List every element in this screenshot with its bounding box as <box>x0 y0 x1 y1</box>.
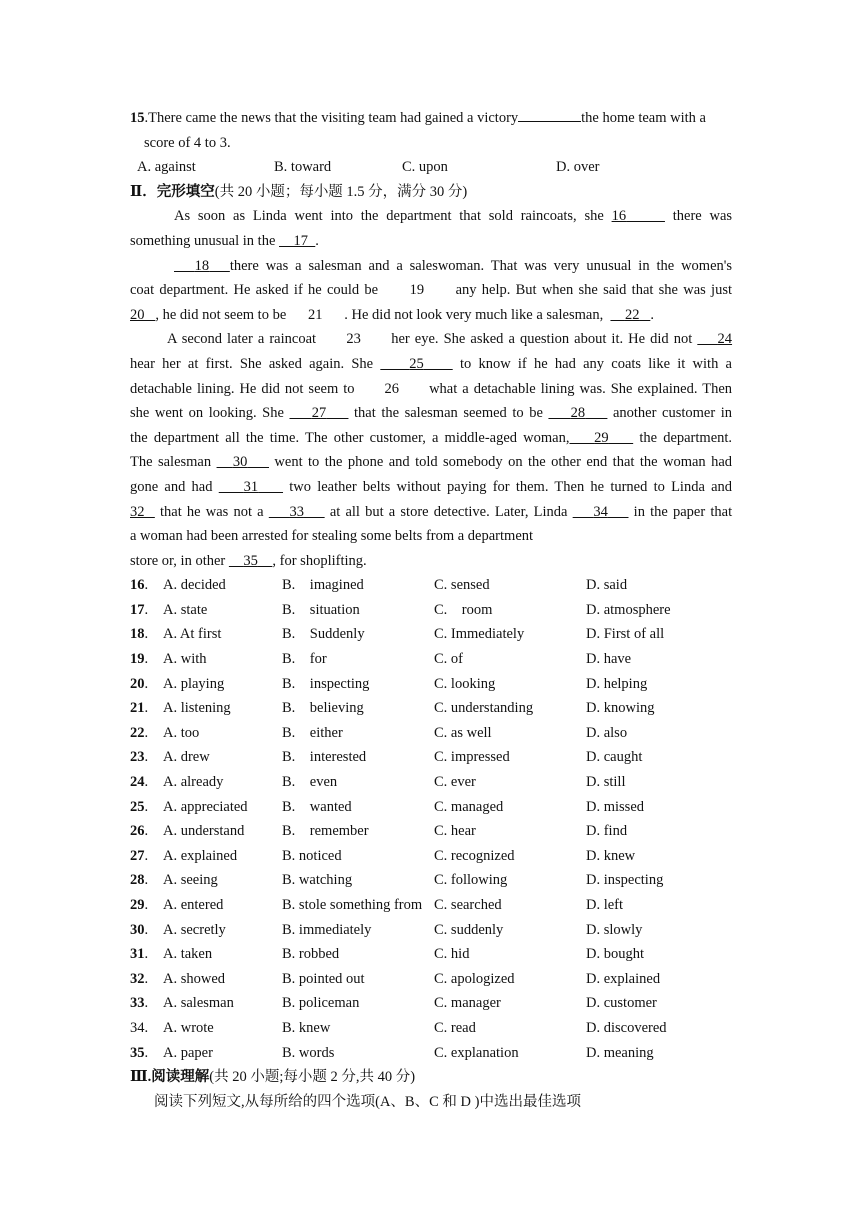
option-d: D. have <box>586 651 632 668</box>
choice-number: 31. <box>130 946 149 963</box>
choice-number: 27. <box>130 847 149 864</box>
choice-row <box>130 1016 732 1041</box>
choice-number: 34. <box>130 1019 149 1036</box>
option-a: A. paper <box>163 1044 213 1061</box>
option-b: B. remember <box>282 823 369 840</box>
option-b: B. noticed <box>282 847 342 864</box>
option-a: A. entered <box>163 897 224 913</box>
choice-row <box>130 598 732 623</box>
passage-line: something unusual in the 17 . <box>130 232 319 249</box>
choice-number: 30. <box>130 921 149 938</box>
option-a: A. playing <box>163 675 225 692</box>
option-b: B. situation <box>282 601 360 618</box>
choice-row <box>130 622 732 647</box>
option-a: A. seeing <box>163 872 218 889</box>
option-a: A. showed <box>163 970 226 987</box>
option-b: B. knew <box>282 1019 331 1036</box>
option-d: D. customer <box>586 995 657 1012</box>
option-d: D. left <box>586 897 624 913</box>
passage-line: store or, in other 35 , for shoplifting. <box>130 552 367 569</box>
option-b: B. Suddenly <box>282 626 365 643</box>
option-c: C. managed <box>434 798 504 815</box>
option-c: C. read <box>434 1019 476 1036</box>
passage-line: 20 , he did not seem to be 21 . He did not look very much like a salesman, 22 . <box>130 306 654 323</box>
option-d: D. still <box>586 774 626 791</box>
passage-line: gone and had 31 two leather belts without paying for them. Then he turned to Linda and <box>130 478 733 495</box>
option-b: B. pointed out <box>282 970 365 987</box>
question-15-stem: 15.There came the news that the visiting team had gained a victory the home team with a <box>130 106 732 131</box>
passage-line: As soon as Linda went into the department that sold raincoats, she 16 there was <box>174 208 733 225</box>
choice-row <box>130 893 732 918</box>
option-c: C. Immediately <box>434 626 525 643</box>
option-d: D. inspecting <box>586 872 664 889</box>
section-3-heading: Ⅲ.阅读理解(共 20 小题;每小题 2 分,共 40 分) <box>130 1069 416 1086</box>
choice-row <box>130 918 732 943</box>
option-a: A. salesman <box>163 995 234 1012</box>
option-a: A. too <box>163 724 200 741</box>
choice-row <box>130 1041 732 1066</box>
choice-row <box>130 991 732 1016</box>
option-a: A. At first <box>163 626 222 643</box>
choice-number: 21. <box>130 700 149 717</box>
option-c: C. recognized <box>434 847 515 864</box>
choice-row <box>130 696 732 721</box>
option-c: C. of <box>434 651 463 668</box>
passage-line: the department all the time. The other customer, a middle-aged woman, 29 the department. <box>130 429 733 446</box>
option-c: C. sensed <box>434 577 490 594</box>
option-b: B. interested <box>282 749 367 766</box>
option-c: C. hid <box>434 946 470 963</box>
option-a: A. already <box>163 774 224 791</box>
section-3-instruction: 阅读下列短文,从每所给的四个选项(A、B、C 和 D )中选出最佳选项 <box>154 1093 581 1110</box>
choice-row <box>130 647 732 672</box>
option-c: C. impressed <box>434 749 510 766</box>
option-b: B. wanted <box>282 798 352 815</box>
option-b: B. robbed <box>282 946 340 963</box>
choice-row <box>130 745 732 770</box>
option-b: B. stole something from <box>282 897 423 913</box>
choices-table <box>130 573 732 1065</box>
document-content <box>130 106 732 1114</box>
option-c: C. manager <box>434 995 501 1012</box>
choice-row <box>130 844 732 869</box>
passage-line: detachable lining. He did not seem to 26 what a detachable lining was. She explained. Then <box>130 380 733 397</box>
choice-row <box>130 573 732 598</box>
choice-number: 19. <box>130 651 149 668</box>
option-b: B. watching <box>282 872 353 889</box>
option-a: A. taken <box>163 946 213 963</box>
choice-row <box>130 868 732 893</box>
choice-number: 32. <box>130 970 149 987</box>
option-d: D. slowly <box>586 921 643 938</box>
choice-number: 24. <box>130 774 149 791</box>
option-b: B. immediately <box>282 921 372 938</box>
choice-row <box>130 672 732 697</box>
choice-number: 29. <box>130 897 149 913</box>
passage-line: The salesman 30 went to the phone and told somebody on the other end that the woman had <box>130 454 733 471</box>
option-c: C. room <box>434 601 493 618</box>
option-d: D. find <box>586 823 628 840</box>
option-b: B. for <box>282 651 327 668</box>
choice-row <box>130 721 732 746</box>
option-a: A. wrote <box>163 1019 214 1036</box>
choice-number: 25. <box>130 798 149 815</box>
choice-row <box>130 819 732 844</box>
option-a: A. listening <box>163 700 231 717</box>
choice-row <box>130 942 732 967</box>
passage-line: coat department. He asked if he could be 19 any help. But when she said that she was just <box>130 282 732 299</box>
option-d: D. knew <box>586 847 636 864</box>
section-2-heading: Ⅱ．完形填空(共 20 小题；每小题 1.5 分，满分 30 分) <box>130 183 468 200</box>
option-c: C. searched <box>434 897 502 913</box>
option-a: A. understand <box>163 823 245 840</box>
answer-blank <box>518 106 581 122</box>
option-c: C. suddenly <box>434 921 504 938</box>
option-c: C. upon <box>402 159 448 176</box>
option-c: C. understanding <box>434 700 534 717</box>
option-b: B. believing <box>282 700 364 717</box>
passage-line: 32 that he was not a 33 at all but a store detective. Later, Linda 34 in the paper that <box>130 503 733 520</box>
option-d: D. meaning <box>586 1044 654 1061</box>
choice-number: 35. <box>130 1044 149 1061</box>
option-c: C. hear <box>434 823 476 840</box>
option-a: A. with <box>163 651 207 668</box>
option-d: D. discovered <box>586 1019 667 1036</box>
option-a: A. drew <box>163 749 210 766</box>
option-d: D. explained <box>586 970 661 987</box>
option-d: D. bought <box>586 946 644 963</box>
option-d: D. knowing <box>586 700 655 717</box>
choice-number: 18. <box>130 626 149 643</box>
option-b: B. policeman <box>282 995 360 1012</box>
choice-number: 17. <box>130 601 149 618</box>
option-d: D. said <box>586 577 628 594</box>
option-b: B. either <box>282 724 343 741</box>
option-b: B. words <box>282 1044 335 1061</box>
option-a: A. decided <box>163 577 226 594</box>
option-a: A. against <box>137 159 196 176</box>
passage-line: hear her at first. She asked again. She 25 to know if he had any coats like it with a <box>130 355 732 372</box>
question-15-stem-cont: score of 4 to 3. <box>144 134 231 151</box>
choice-row <box>130 770 732 795</box>
option-d: D. also <box>586 724 628 741</box>
passage-line: she went on looking. She 27 that the salesman seemed to be 28 another customer in <box>130 405 732 422</box>
choice-number: 23. <box>130 749 149 766</box>
option-c: C. ever <box>434 774 476 791</box>
option-c: C. apologized <box>434 970 515 987</box>
option-d: D. caught <box>586 749 643 766</box>
option-b: B. toward <box>274 159 332 176</box>
option-d: D. atmosphere <box>586 601 671 618</box>
choice-number: 20. <box>130 675 149 692</box>
choice-number: 16. <box>130 577 149 594</box>
option-a: A. appreciated <box>163 798 248 815</box>
option-d: D. First of all <box>586 626 665 643</box>
passage-line: a woman had been arrested for stealing some belts from a department <box>130 528 534 545</box>
option-c: C. following <box>434 872 508 889</box>
choice-number: 22. <box>130 724 149 741</box>
choice-number: 28. <box>130 872 149 889</box>
question-15-options <box>137 155 732 180</box>
option-b: B. inspecting <box>282 675 370 692</box>
option-d: D. over <box>556 159 600 176</box>
passage-line: A second later a raincoat 23 her eye. She asked a question about it. He did not 24 <box>167 331 733 348</box>
choice-number: 33. <box>130 995 149 1012</box>
question-number: 15 <box>130 110 145 126</box>
choice-row <box>130 967 732 992</box>
choice-row <box>130 795 732 820</box>
option-a: A. explained <box>163 847 238 864</box>
option-c: C. looking <box>434 675 496 692</box>
option-a: A. secretly <box>163 921 226 938</box>
choice-number: 26. <box>130 823 149 840</box>
option-b: B. imagined <box>282 577 364 594</box>
option-b: B. even <box>282 774 338 791</box>
option-c: C. as well <box>434 724 492 741</box>
passage-line: 18 there was a salesman and a saleswoman. That was very unusual in the women's <box>194 257 733 274</box>
option-d: D. helping <box>586 675 648 692</box>
option-a: A. state <box>163 601 208 618</box>
option-c: C. explanation <box>434 1044 519 1061</box>
option-d: D. missed <box>586 798 644 815</box>
